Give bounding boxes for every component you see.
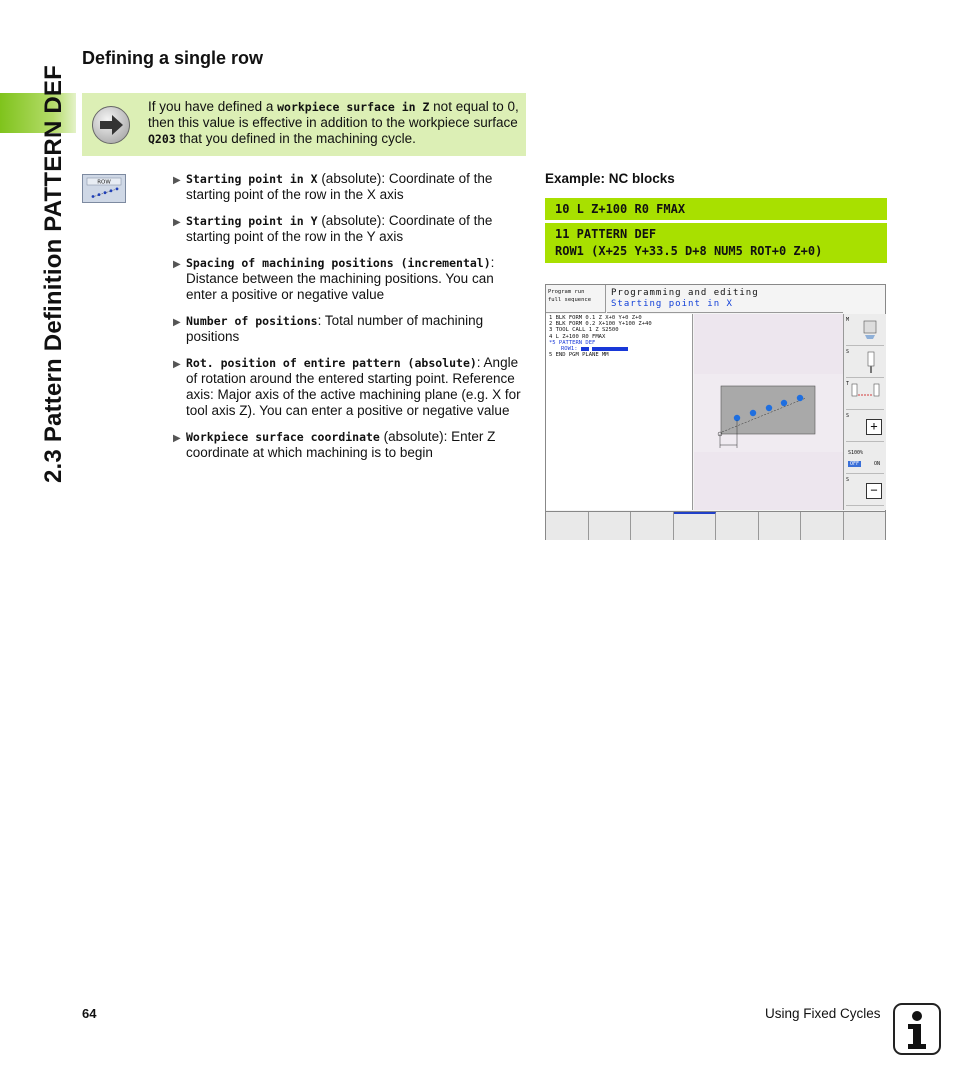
softkey-2 [589, 512, 632, 540]
parameter-list [172, 171, 528, 471]
triangle-right-icon: ▶ [173, 217, 181, 228]
param-rotation: ▶ Rot. position of entire pattern (absolute): Angle of rotation around the entered starting point. Reference axis: Major axis of the active machining plane (e.g. X for tool axis Z). You can enter a positive or negative value [173, 355, 521, 418]
triangle-right-icon: ▶ [173, 317, 181, 328]
help-graphic [694, 314, 843, 510]
softkey-5 [716, 512, 759, 540]
screen-softkey-sidebar: M S T S + S100% OFF ON S − [843, 314, 886, 510]
footer-chapter-text: Using Fixed Cycles [765, 1006, 881, 1021]
param-number-of-positions: ▶ Number of positions: Total number of machining positions [173, 313, 484, 344]
page-number: 64 [82, 1006, 97, 1021]
nc-block-11-line-2: ROW1 (X+25 Y+33.5 D+8 NUM5 ROT+0 Z+0) [555, 244, 823, 258]
softkey-4 [674, 512, 717, 540]
triangle-right-icon: ▶ [173, 175, 181, 186]
softkey-3 [631, 512, 674, 540]
note-text: If you have defined a workpiece surface in Z not equal to 0, then this value is effective in addition to the workpiece surface Q203 that you defined in the machining cycle. [148, 99, 519, 146]
screen-softkey-row [546, 511, 885, 540]
softkey-8 [844, 512, 886, 540]
softkey-6 [759, 512, 802, 540]
section-title: Defining a single row [82, 48, 264, 68]
nc-block-10: 10 L Z+100 R0 FMAX [545, 198, 887, 220]
chapter-title: 2.3 Pattern Definition PATTERN DEF [40, 65, 67, 483]
note-box [82, 93, 526, 156]
softkey-1 [546, 512, 589, 540]
arrow-right-icon [92, 106, 130, 144]
param-starting-point-x: ▶ Starting point in X (absolute): Coordinate of the starting point of the row in the X axis [173, 171, 493, 202]
softkey-7 [801, 512, 844, 540]
nc-block-11 [545, 223, 887, 263]
minus-icon: − [866, 483, 882, 499]
screen-mode-panel: Program run full sequence [546, 285, 606, 313]
param-workpiece-surface: ▶ Workpiece surface coordinate (absolute): Enter Z coordinate at which machining is to begin [173, 429, 496, 460]
example-label: Example: NC blocks [545, 171, 675, 186]
triangle-right-icon: ▶ [173, 433, 181, 444]
row-pattern-icon [82, 174, 126, 203]
triangle-right-icon: ▶ [173, 359, 181, 370]
control-screenshot [545, 284, 886, 540]
nc-block-11-line-1: 11 PATTERN DEF [555, 227, 657, 241]
param-spacing: ▶ Spacing of machining positions (incremental): Distance between the machining positions. You can enter a positive or negative value [173, 255, 495, 302]
plus-icon: + [866, 419, 882, 435]
row-icon-label: ROW [97, 179, 111, 186]
param-starting-point-y: ▶ Starting point in Y (absolute): Coordinate of the starting point of the row in the Y axis [173, 213, 493, 244]
info-icon [893, 1003, 941, 1055]
screen-header: Programming and editing Starting point in X [607, 285, 843, 313]
triangle-right-icon: ▶ [173, 259, 181, 270]
program-listing: 1 BLK FORM 0.1 Z X+0 Y+0 Z+0 2 BLK FORM 0.2 X+100 Y+100 Z+40 3 TOOL CALL 1 Z S2500 4 L Z+100 R0 FMAX *5 PATTERN DEF ROW1: 5 END PGM PLANE MM [546, 314, 693, 510]
